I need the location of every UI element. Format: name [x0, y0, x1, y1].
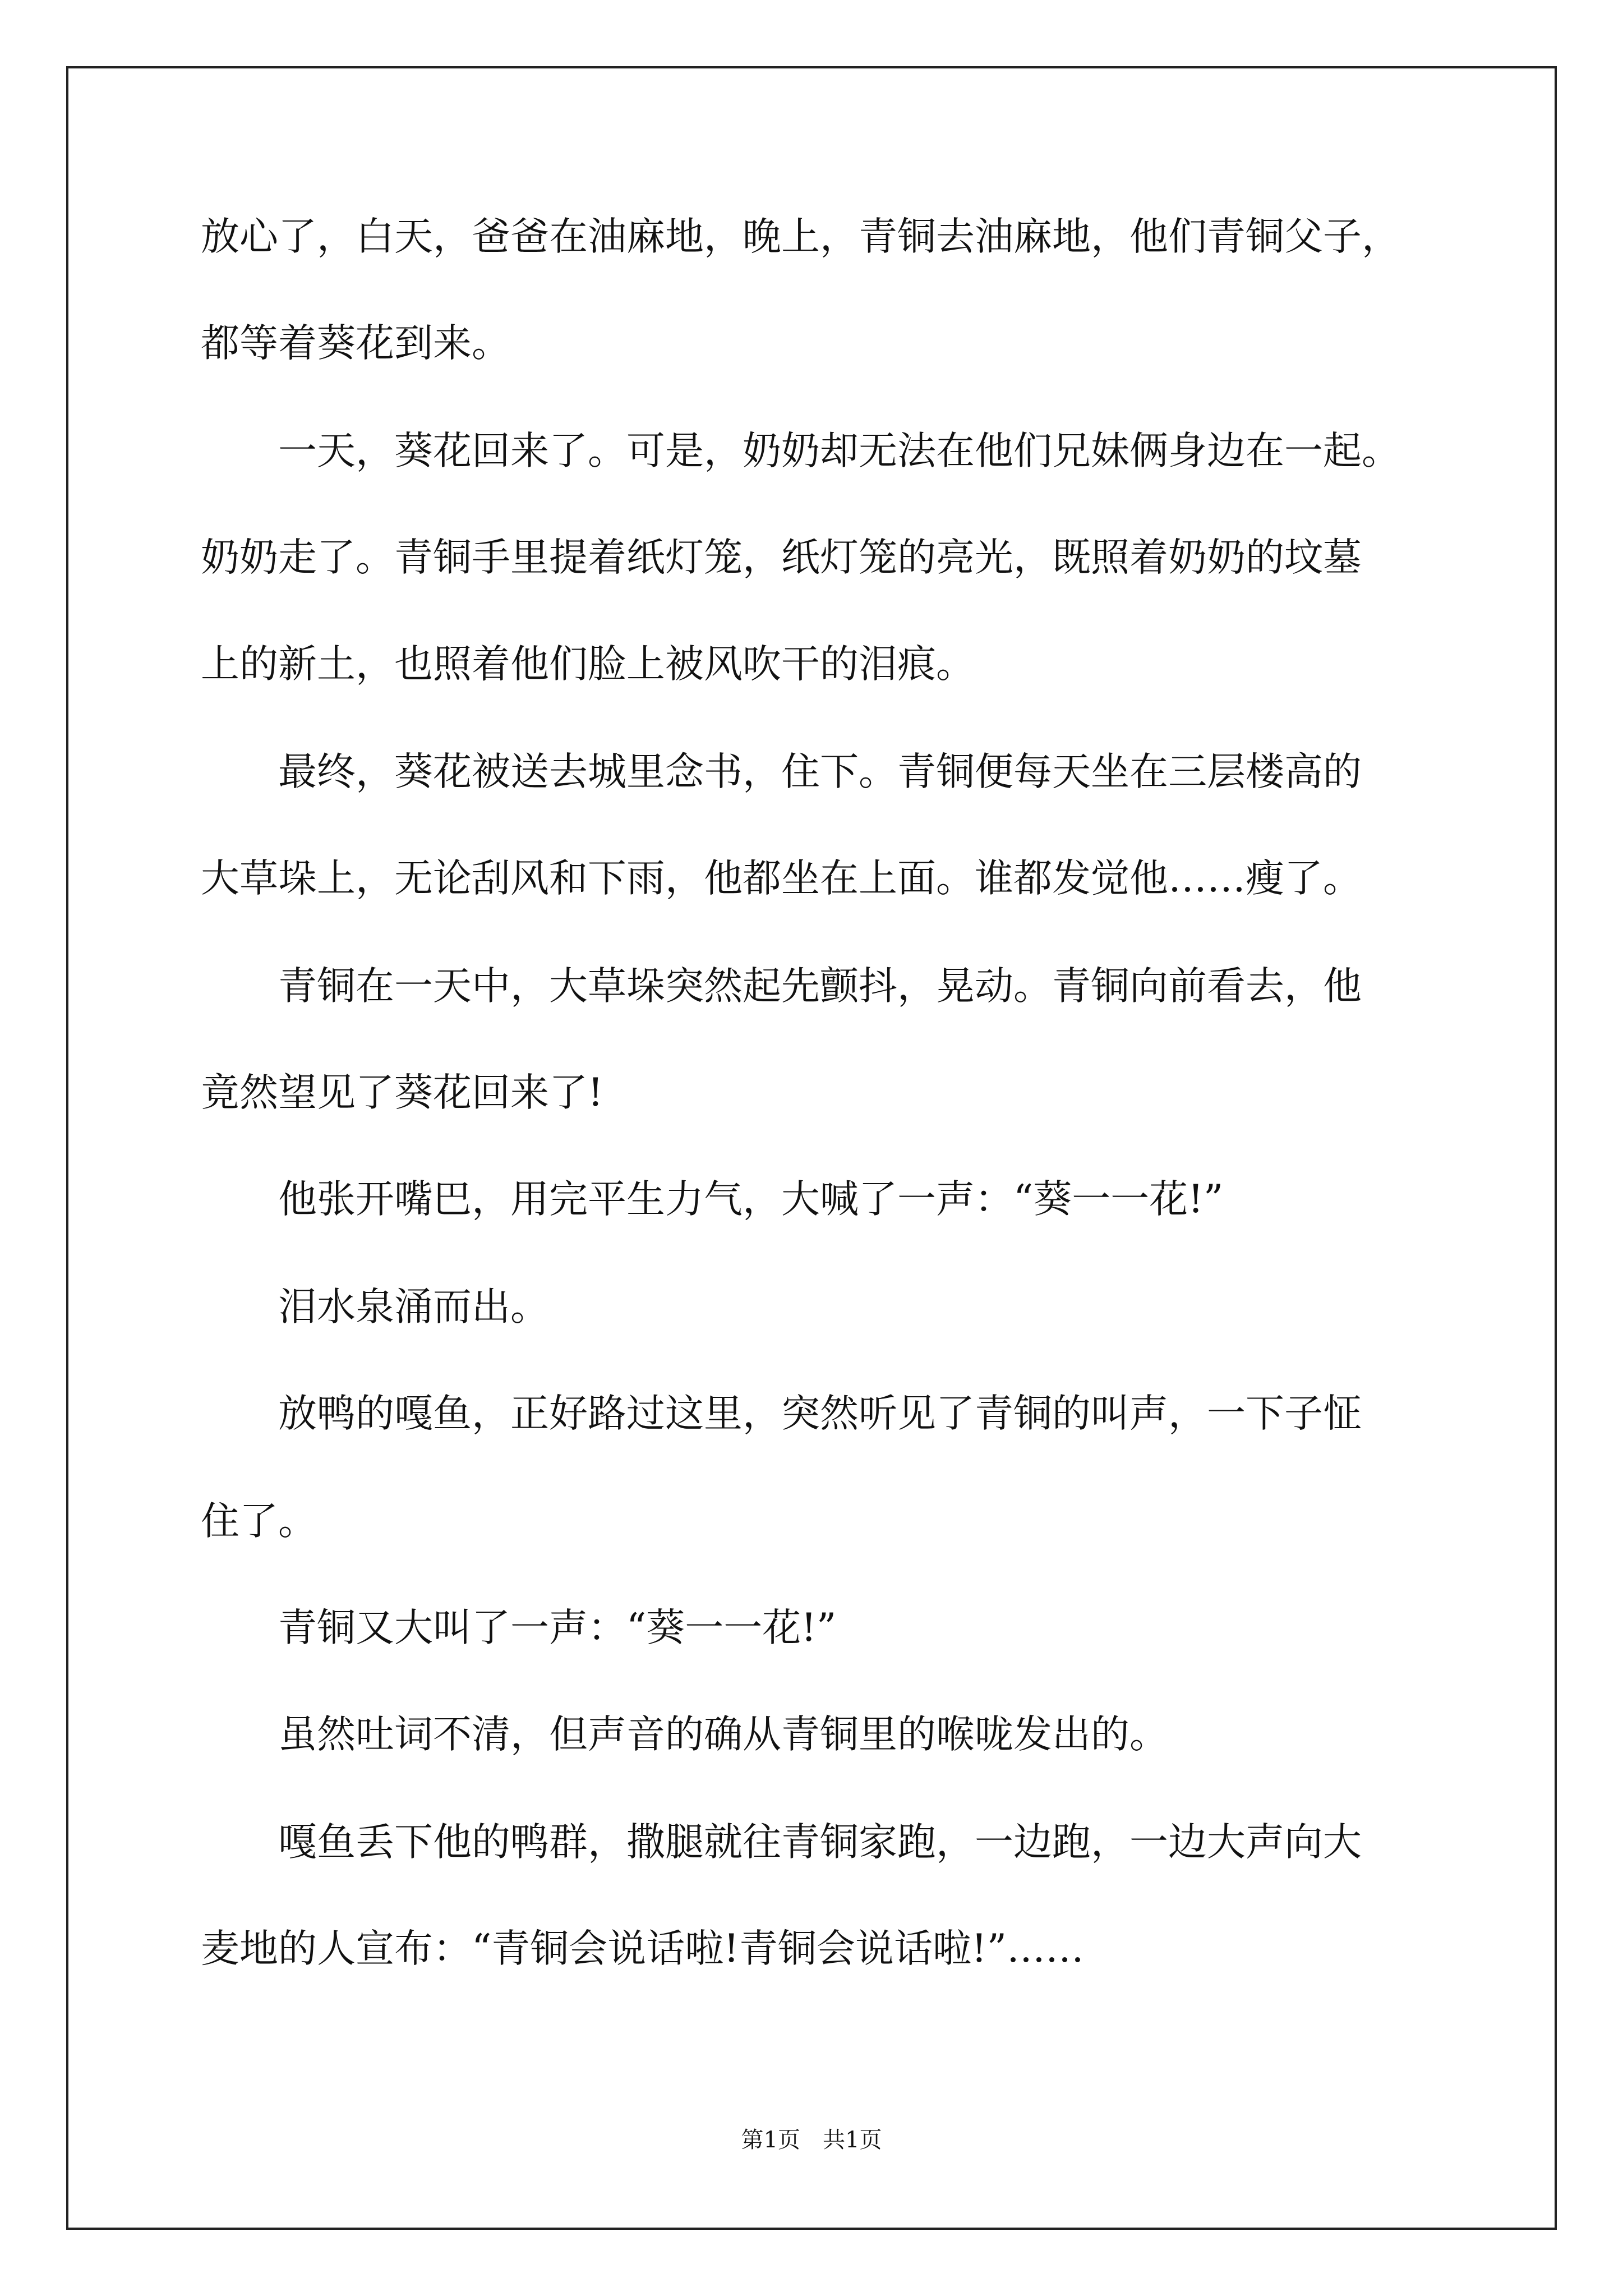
text-line: 虽然吐词不清，但声音的确从青铜里的喉咙发出的。 [201, 1712, 1168, 1757]
text-line: 竟然望见了葵花回来了! [201, 1070, 603, 1115]
text-line: 上的新土，也照着他们脸上被风吹干的泪痕。 [201, 642, 975, 687]
text-line: 泪水泉涌而出。 [201, 1285, 549, 1329]
page-number: 第1页 共1页 [741, 2127, 882, 2153]
text-line: 放心了，白天，爸爸在油麻地，晚上，青铜去油麻地，他们青铜父子， [201, 214, 1400, 259]
text-line: 都等着葵花到来。 [201, 321, 510, 366]
text-line: 嘎鱼丢下他的鸭群，撒腿就往青铜家跑，一边跑，一边大声向大 [201, 1820, 1362, 1865]
text-line: 最终，葵花被送去城里念书，住下。青铜便每天坐在三层楼高的 [201, 749, 1362, 794]
text-line: 大草垛上，无论刮风和下雨，他都坐在上面。谁都发觉他……瘦了。 [201, 856, 1362, 901]
text-line: 他张开嘴巴，用完平生力气，大喊了一声：“葵一一花!” [201, 1177, 1224, 1222]
text-line: 放鸭的嘎鱼，正好路过这里，突然听见了青铜的叫声，一下子怔 [201, 1391, 1362, 1436]
text-line: 奶奶走了。青铜手里提着纸灯笼，纸灯笼的亮光，既照着奶奶的坟墓 [201, 535, 1362, 580]
text-line: 住了。 [201, 1499, 317, 1544]
text-line: 麦地的人宣布：“青铜会说话啦!青铜会说话啦!”…… [201, 1926, 1085, 1971]
page-border [66, 66, 1557, 2230]
text-line: 一天，葵花回来了。可是，奶奶却无法在他们兄妹俩身边在一起。 [201, 429, 1400, 473]
text-line: 青铜又大叫了一声：“葵一一花!” [201, 1605, 837, 1650]
text-line: 青铜在一天中，大草垛突然起先颤抖，晃动。青铜向前看去，他 [201, 964, 1362, 1009]
